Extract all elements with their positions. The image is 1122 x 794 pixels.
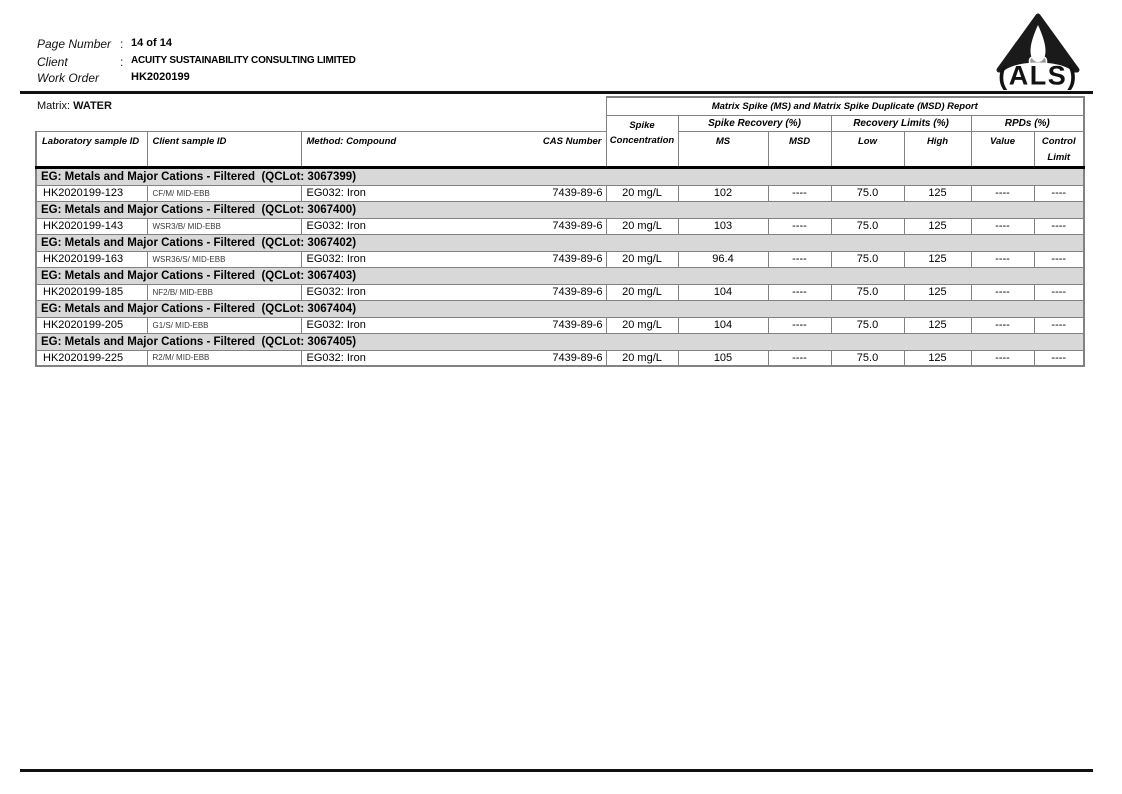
col-cas-number: CAS Number <box>531 131 606 167</box>
col-low: Low <box>831 131 904 167</box>
col-value: Value <box>971 131 1034 167</box>
footer-rule <box>20 769 1093 772</box>
col-spike-concentration <box>606 115 678 167</box>
cell-method-compound: EG032: Iron <box>301 218 531 234</box>
cell-client-sample-id: WSR3/B/ MID-EBB <box>147 218 301 234</box>
cell-lab-sample-id: HK2020199-123 <box>36 185 147 201</box>
page-number-label: Page Number <box>37 37 112 51</box>
cell-limit-low: 75.0 <box>831 251 904 267</box>
msd-report-table-wrap <box>35 96 1085 367</box>
column-group-row <box>36 115 1084 131</box>
cell-msd-recovery: ---- <box>768 251 831 267</box>
cell-method-compound: EG032: Iron <box>301 251 531 267</box>
col-spike-concentration-line2: Concentration <box>609 134 675 146</box>
cell-lab-sample-id: HK2020199-225 <box>36 350 147 366</box>
cell-limit-low: 75.0 <box>831 185 904 201</box>
col-laboratory-sample-id: Laboratory sample ID <box>36 131 147 167</box>
cell-lab-sample-id: HK2020199-205 <box>36 317 147 333</box>
cell-spike-concentration: 20 mg/L <box>606 350 678 366</box>
cell-client-sample-id: NF2/B/ MID-EBB <box>147 284 301 300</box>
cell-method-compound: EG032: Iron <box>301 185 531 201</box>
cell-limit-high: 125 <box>904 284 971 300</box>
cell-lab-sample-id: HK2020199-185 <box>36 284 147 300</box>
sample-data-row <box>36 350 1084 366</box>
cell-rpd-control-limit: ---- <box>1034 218 1084 234</box>
cell-cas-number: 7439-89-6 <box>531 185 606 201</box>
qclot-group-title: EG: Metals and Major Cations - Filtered (QCLot: 3067402) <box>36 234 1084 251</box>
als-logo <box>993 12 1083 90</box>
cell-limit-high: 125 <box>904 218 971 234</box>
qclot-group-row <box>36 333 1084 350</box>
cell-msd-recovery: ---- <box>768 185 831 201</box>
cell-rpd-control-limit: ---- <box>1034 350 1084 366</box>
cell-limit-low: 75.0 <box>831 284 904 300</box>
cell-ms-recovery: 102 <box>678 185 768 201</box>
client-colon: : <box>120 55 124 69</box>
cell-ms-recovery: 104 <box>678 317 768 333</box>
cell-client-sample-id: R2/M/ MID-EBB <box>147 350 301 366</box>
col-control-limit: Control Limit <box>1034 131 1084 167</box>
cell-limit-low: 75.0 <box>831 350 904 366</box>
work-order-value: HK2020199 <box>131 71 190 83</box>
header-spacer <box>36 115 606 131</box>
cell-rpd-value: ---- <box>971 284 1034 300</box>
cell-ms-recovery: 105 <box>678 350 768 366</box>
client-value: ACUITY SUSTAINABILITY CONSULTING LIMITED <box>131 55 356 66</box>
page-number-value: 14 of 14 <box>131 37 172 49</box>
client-label: Client <box>37 55 68 69</box>
cell-method-compound: EG032: Iron <box>301 284 531 300</box>
cell-cas-number: 7439-89-6 <box>531 251 606 267</box>
cell-rpd-value: ---- <box>971 218 1034 234</box>
cell-msd-recovery: ---- <box>768 284 831 300</box>
cell-spike-concentration: 20 mg/L <box>606 218 678 234</box>
cell-rpd-control-limit: ---- <box>1034 185 1084 201</box>
colgroup-recovery-limits: Recovery Limits (%) <box>831 115 971 131</box>
column-header-row <box>36 131 1084 167</box>
cell-limit-high: 125 <box>904 350 971 366</box>
col-ms: MS <box>678 131 768 167</box>
cell-client-sample-id: CF/M/ MID-EBB <box>147 185 301 201</box>
qclot-group-title: EG: Metals and Major Cations - Filtered (QCLot: 3067399) <box>36 167 1084 185</box>
colgroup-spike-recovery: Spike Recovery (%) <box>678 115 831 131</box>
qclot-group-title: EG: Metals and Major Cations - Filtered (QCLot: 3067403) <box>36 267 1084 284</box>
header-divider-rule <box>20 91 1093 94</box>
cell-rpd-control-limit: ---- <box>1034 317 1084 333</box>
cell-spike-concentration: 20 mg/L <box>606 284 678 300</box>
cell-ms-recovery: 96.4 <box>678 251 768 267</box>
cell-lab-sample-id: HK2020199-143 <box>36 218 147 234</box>
col-spike-concentration-line1: Spike <box>629 119 655 131</box>
qclot-group-row <box>36 267 1084 284</box>
work-order-label: Work Order <box>37 71 100 85</box>
cell-cas-number: 7439-89-6 <box>531 218 606 234</box>
report-title: Matrix Spike (MS) and Matrix Spike Duplicate (MSD) Report <box>606 97 1084 115</box>
cell-limit-low: 75.0 <box>831 218 904 234</box>
sample-data-row <box>36 284 1084 300</box>
cell-rpd-value: ---- <box>971 251 1034 267</box>
cell-ms-recovery: 103 <box>678 218 768 234</box>
cell-limit-high: 125 <box>904 317 971 333</box>
msd-report-table <box>35 96 1085 367</box>
cell-limit-high: 125 <box>904 185 971 201</box>
cell-rpd-value: ---- <box>971 185 1034 201</box>
sample-data-row <box>36 218 1084 234</box>
cell-msd-recovery: ---- <box>768 218 831 234</box>
sample-data-row <box>36 317 1084 333</box>
cell-method-compound: EG032: Iron <box>301 350 531 366</box>
qclot-group-title: EG: Metals and Major Cations - Filtered (QCLot: 3067400) <box>36 201 1084 218</box>
col-msd: MSD <box>768 131 831 167</box>
cell-cas-number: 7439-89-6 <box>531 317 606 333</box>
cell-method-compound: EG032: Iron <box>301 317 531 333</box>
matrix-value: WATER <box>73 100 112 112</box>
cell-limit-low: 75.0 <box>831 317 904 333</box>
col-high: High <box>904 131 971 167</box>
cell-client-sample-id: WSR36/S/ MID-EBB <box>147 251 301 267</box>
cell-rpd-control-limit: ---- <box>1034 284 1084 300</box>
cell-msd-recovery: ---- <box>768 350 831 366</box>
cell-client-sample-id: G1/S/ MID-EBB <box>147 317 301 333</box>
qclot-group-row <box>36 201 1084 218</box>
col-client-sample-id: Client sample ID <box>147 131 301 167</box>
cell-msd-recovery: ---- <box>768 317 831 333</box>
cell-rpd-value: ---- <box>971 317 1034 333</box>
cell-spike-concentration: 20 mg/L <box>606 185 678 201</box>
qclot-group-title: EG: Metals and Major Cations - Filtered (QCLot: 3067405) <box>36 333 1084 350</box>
report-title-row <box>36 97 1084 115</box>
cell-cas-number: 7439-89-6 <box>531 284 606 300</box>
sample-data-row <box>36 185 1084 201</box>
col-method-compound: Method: Compound <box>301 131 531 167</box>
qclot-group-row <box>36 234 1084 251</box>
sample-data-row <box>36 251 1084 267</box>
cell-cas-number: 7439-89-6 <box>531 350 606 366</box>
qclot-group-row <box>36 167 1084 185</box>
cell-limit-high: 125 <box>904 251 971 267</box>
cell-rpd-control-limit: ---- <box>1034 251 1084 267</box>
page-number-colon: : <box>120 37 124 51</box>
report-table-body <box>36 97 1084 366</box>
cell-rpd-value: ---- <box>971 350 1034 366</box>
qclot-group-row <box>36 300 1084 317</box>
cell-ms-recovery: 104 <box>678 284 768 300</box>
cell-lab-sample-id: HK2020199-163 <box>36 251 147 267</box>
qclot-group-title: EG: Metals and Major Cations - Filtered (QCLot: 3067404) <box>36 300 1084 317</box>
cell-spike-concentration: 20 mg/L <box>606 251 678 267</box>
matrix-label: Matrix: <box>37 100 70 112</box>
logo-text: (ALS) <box>998 60 1078 90</box>
colgroup-rpds: RPDs (%) <box>971 115 1084 131</box>
cell-spike-concentration: 20 mg/L <box>606 317 678 333</box>
header-spacer <box>36 97 606 115</box>
